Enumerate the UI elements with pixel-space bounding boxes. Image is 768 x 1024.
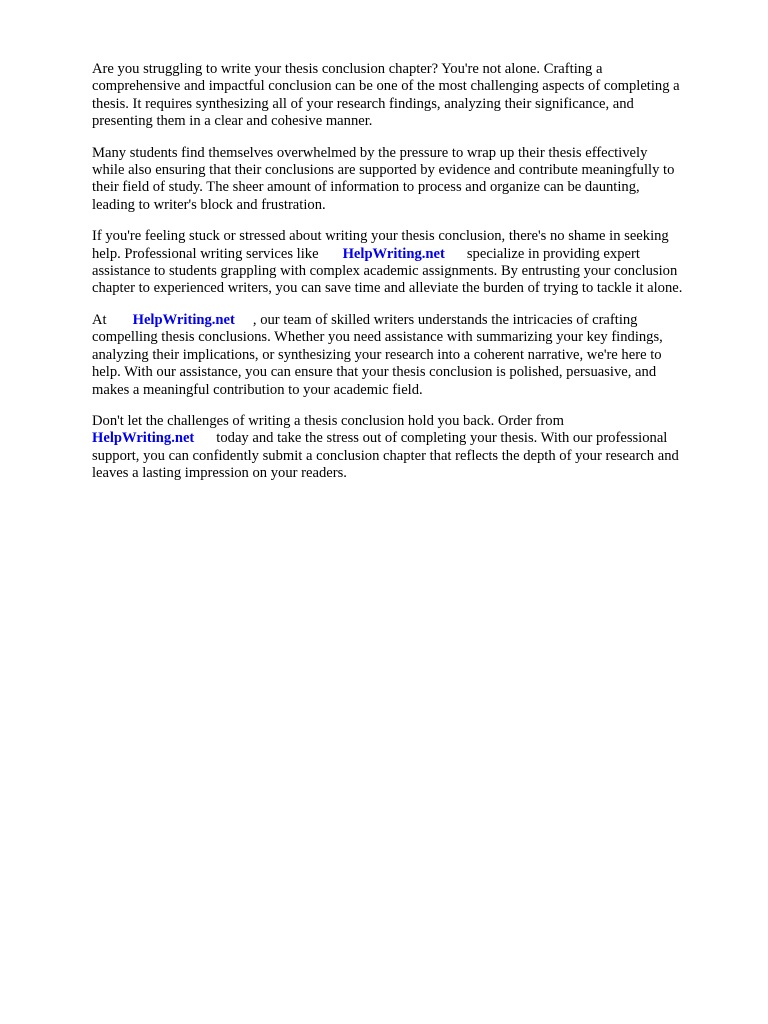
text-line: help. With our assistance, you can ensure that your thesis conclusion is polished, persuasive, and: [92, 364, 657, 381]
paragraph-seek-help: [92, 228, 722, 298]
text-line: support, you can confidently submit a conclusion chapter that reflects the depth of your research and: [92, 447, 679, 464]
text-line: analyzing their implications, or synthesizing your research into a coherent narrative, we're here to: [92, 346, 662, 363]
text-line: while also ensuring that their conclusions are supported by evidence and contribute meaningfully to: [92, 162, 675, 179]
text-segment: help. Professional writing services like: [92, 245, 319, 262]
text-line: If you're feeling stuck or stressed about writing your thesis conclusion, there's no shame in seeking: [92, 228, 669, 245]
paragraph-intro: [92, 61, 722, 131]
text-line: leaves a lasting impression on your readers.: [92, 465, 347, 482]
text-segment: , our team of skilled writers understands the intricacies of crafting: [252, 311, 638, 328]
text-line: thesis. It requires synthesizing all of your research findings, analyzing their significance, and: [92, 95, 634, 112]
helpwriting-link[interactable]: HelpWriting.net: [342, 245, 445, 262]
text-line: [92, 430, 722, 447]
text-line: compelling thesis conclusions. Whether you need assistance with summarizing your key findings,: [92, 329, 663, 346]
text-line: [92, 312, 722, 329]
text-line: Are you struggling to write your thesis conclusion chapter? You're not alone. Crafting a: [92, 61, 603, 77]
text-line: presenting them in a clear and cohesive manner.: [92, 113, 373, 130]
paragraph-overwhelmed: [92, 145, 722, 215]
text-line: leading to writer's block and frustration.: [92, 196, 326, 213]
paragraph-order: [92, 413, 722, 483]
text-line: their field of study. The sheer amount of information to process and organize can be daunting,: [92, 179, 640, 196]
paragraph-team: [92, 312, 722, 399]
text-line: [92, 246, 722, 263]
text-segment: specialize in providing expert: [466, 245, 640, 262]
helpwriting-link[interactable]: HelpWriting.net: [92, 430, 195, 447]
text-line: Many students find themselves overwhelmed by the pressure to wrap up their thesis effectively: [92, 144, 648, 161]
text-line: chapter to experienced writers, you can save time and alleviate the burden of trying to tackle it alone.: [92, 280, 683, 297]
text-segment: today and take the stress out of completing your thesis. With our professional: [216, 430, 668, 447]
helpwriting-link[interactable]: HelpWriting.net: [132, 311, 235, 328]
text-line: Don't let the challenges of writing a thesis conclusion hold you back. Order from: [92, 412, 564, 429]
text-segment: At: [92, 311, 107, 328]
text-line: makes a meaningful contribution to your academic field.: [92, 381, 423, 398]
text-line: assistance to students grappling with complex academic assignments. By entrusting your conclusion: [92, 263, 678, 280]
text-line: comprehensive and impactful conclusion can be one of the most challenging aspects of completing a: [92, 78, 680, 95]
